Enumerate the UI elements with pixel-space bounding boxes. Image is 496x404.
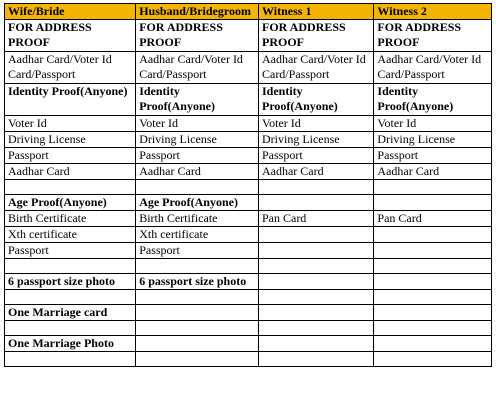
- table-row: [5, 336, 492, 352]
- cell-husband-bridegroom: Driving License: [136, 132, 259, 148]
- cell-wife-bride: Passport: [5, 243, 136, 259]
- table-row: [5, 243, 492, 259]
- table-row: [5, 274, 492, 290]
- header-witness-1: Witness 1: [258, 4, 373, 20]
- cell-witness-2: Pan Card: [374, 211, 492, 227]
- cell-husband-bridegroom: Passport: [136, 243, 259, 259]
- cell-husband-bridegroom: Birth Certificate: [136, 211, 259, 227]
- cell-witness-1: [258, 352, 373, 367]
- cell-wife-bride: [5, 180, 136, 195]
- cell-husband-bridegroom: Xth certificate: [136, 227, 259, 243]
- cell-husband-bridegroom: Voter Id: [136, 116, 259, 132]
- table-header: [5, 4, 492, 20]
- documents-required-table: [4, 3, 492, 367]
- cell-witness-1: Pan Card: [258, 211, 373, 227]
- cell-wife-bride: Age Proof(Anyone): [5, 195, 136, 211]
- cell-witness-1: FOR ADDRESS PROOF: [258, 20, 373, 52]
- cell-husband-bridegroom: FOR ADDRESS PROOF: [136, 20, 259, 52]
- table-body: [5, 20, 492, 367]
- cell-witness-2: [374, 243, 492, 259]
- cell-witness-1: [258, 305, 373, 321]
- cell-witness-2: Voter Id: [374, 116, 492, 132]
- cell-wife-bride: [5, 290, 136, 305]
- cell-wife-bride: Xth certificate: [5, 227, 136, 243]
- cell-wife-bride: [5, 321, 136, 336]
- cell-wife-bride: Identity Proof(Anyone): [5, 84, 136, 116]
- cell-witness-2: Identity Proof(Anyone): [374, 84, 492, 116]
- cell-witness-2: [374, 180, 492, 195]
- cell-witness-2: Aadhar Card/Voter Id Card/Passport: [374, 52, 492, 84]
- cell-wife-bride: One Marriage Photo: [5, 336, 136, 352]
- cell-husband-bridegroom: [136, 290, 259, 305]
- table-row: [5, 305, 492, 321]
- cell-witness-2: [374, 305, 492, 321]
- cell-witness-1: [258, 274, 373, 290]
- cell-witness-1: [258, 290, 373, 305]
- cell-witness-2: Driving License: [374, 132, 492, 148]
- cell-wife-bride: Voter Id: [5, 116, 136, 132]
- table-row: [5, 352, 492, 367]
- cell-husband-bridegroom: Aadhar Card: [136, 164, 259, 180]
- table-row: [5, 148, 492, 164]
- cell-witness-1: [258, 321, 373, 336]
- cell-witness-1: Aadhar Card/Voter Id Card/Passport: [258, 52, 373, 84]
- cell-husband-bridegroom: Identity Proof(Anyone): [136, 84, 259, 116]
- cell-witness-2: [374, 195, 492, 211]
- cell-witness-1: Voter Id: [258, 116, 373, 132]
- table-row: [5, 259, 492, 274]
- cell-witness-1: [258, 180, 373, 195]
- cell-witness-1: [258, 227, 373, 243]
- cell-husband-bridegroom: [136, 305, 259, 321]
- table-row: [5, 116, 492, 132]
- cell-wife-bride: Birth Certificate: [5, 211, 136, 227]
- header-husband-bridegroom: Husband/Bridegroom: [136, 4, 259, 20]
- cell-witness-2: Passport: [374, 148, 492, 164]
- cell-husband-bridegroom: Age Proof(Anyone): [136, 195, 259, 211]
- cell-witness-1: [258, 336, 373, 352]
- cell-husband-bridegroom: [136, 259, 259, 274]
- table-row: [5, 52, 492, 84]
- cell-witness-1: Driving License: [258, 132, 373, 148]
- cell-husband-bridegroom: [136, 180, 259, 195]
- cell-wife-bride: [5, 259, 136, 274]
- cell-husband-bridegroom: [136, 336, 259, 352]
- cell-husband-bridegroom: Passport: [136, 148, 259, 164]
- cell-wife-bride: Passport: [5, 148, 136, 164]
- cell-witness-2: Aadhar Card: [374, 164, 492, 180]
- table-row: [5, 132, 492, 148]
- cell-witness-2: [374, 336, 492, 352]
- cell-husband-bridegroom: Aadhar Card/Voter Id Card/Passport: [136, 52, 259, 84]
- table-row: [5, 211, 492, 227]
- table-row: [5, 84, 492, 116]
- cell-witness-2: [374, 290, 492, 305]
- cell-witness-1: [258, 259, 373, 274]
- cell-wife-bride: [5, 352, 136, 367]
- cell-husband-bridegroom: [136, 321, 259, 336]
- cell-witness-2: [374, 352, 492, 367]
- table-row: [5, 195, 492, 211]
- cell-witness-1: [258, 243, 373, 259]
- cell-witness-1: [258, 195, 373, 211]
- table-row: [5, 164, 492, 180]
- cell-witness-1: Passport: [258, 148, 373, 164]
- cell-witness-2: [374, 227, 492, 243]
- cell-wife-bride: One Marriage card: [5, 305, 136, 321]
- cell-witness-2: [374, 274, 492, 290]
- cell-husband-bridegroom: [136, 352, 259, 367]
- cell-witness-1: Identity Proof(Anyone): [258, 84, 373, 116]
- header-witness-2: Witness 2: [374, 4, 492, 20]
- cell-wife-bride: 6 passport size photo: [5, 274, 136, 290]
- header-wife-bride: Wife/Bride: [5, 4, 136, 20]
- cell-witness-2: FOR ADDRESS PROOF: [374, 20, 492, 52]
- table-row: [5, 20, 492, 52]
- table-row: [5, 227, 492, 243]
- cell-wife-bride: Aadhar Card: [5, 164, 136, 180]
- table-row: [5, 180, 492, 195]
- cell-wife-bride: FOR ADDRESS PROOF: [5, 20, 136, 52]
- header-row: [5, 4, 492, 20]
- cell-witness-1: Aadhar Card: [258, 164, 373, 180]
- cell-witness-2: [374, 259, 492, 274]
- cell-wife-bride: Driving License: [5, 132, 136, 148]
- table-row: [5, 321, 492, 336]
- cell-husband-bridegroom: 6 passport size photo: [136, 274, 259, 290]
- table-row: [5, 290, 492, 305]
- cell-wife-bride: Aadhar Card/Voter Id Card/Passport: [5, 52, 136, 84]
- cell-witness-2: [374, 321, 492, 336]
